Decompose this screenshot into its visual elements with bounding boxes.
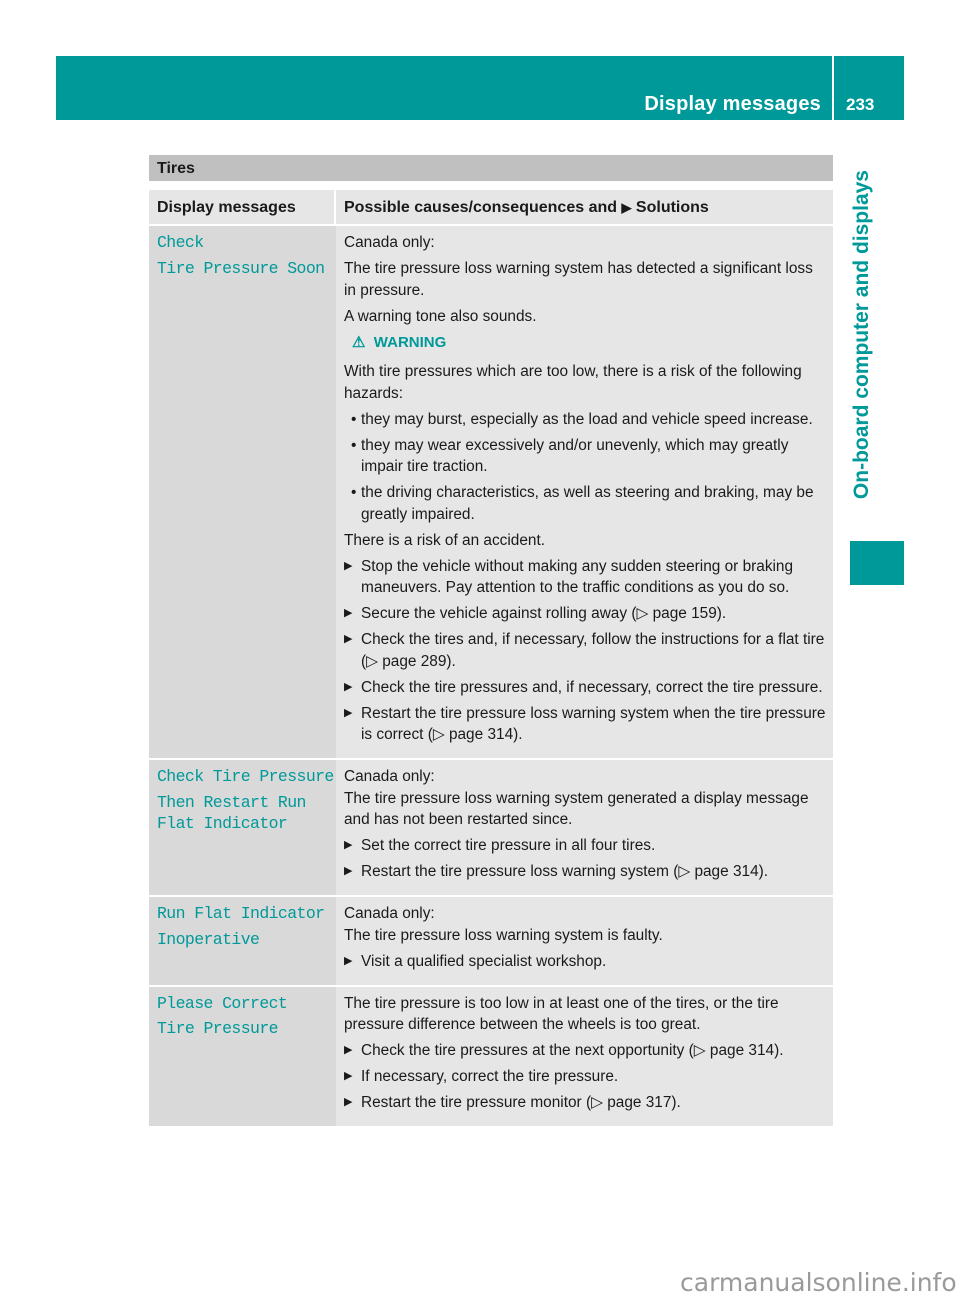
table-row: [149, 226, 833, 760]
solution-step: ▶ Check the tire pressures and, if necessary, correct the tire pressure.: [344, 677, 827, 699]
warning-label: WARNING: [373, 333, 447, 351]
solution-step: ▶ Secure the vehicle against rolling away (▷ page 159).: [344, 603, 827, 625]
solution-step: ▶ If necessary, correct the tire pressure.: [344, 1066, 827, 1088]
section-title: Tires: [149, 155, 833, 181]
solution-step: ▶ Check the tires and, if necessary, follow the instructions for a flat tire (▷ page 289).: [344, 629, 827, 672]
text: Canada only:: [344, 768, 435, 785]
arrow-icon: ▶: [621, 200, 632, 215]
warning-heading: [352, 332, 827, 354]
text: The tire pressure loss warning system has detected a significant loss in pressure.: [344, 260, 813, 299]
warning-text: With tire pressures which are too low, there is a risk of the following hazards:: [344, 363, 802, 402]
warning-triangle-icon: ⚠: [352, 333, 366, 351]
display-message: Then Restart Run Flat Indicator: [157, 792, 306, 833]
display-message: Check Tire Pressure: [157, 767, 334, 786]
table-header: [149, 190, 833, 226]
solution-step: ▶ Restart the tire pressure loss warning system (▷ page 314).: [344, 861, 827, 883]
display-message: Run Flat Indicator: [157, 904, 325, 923]
text: The tire pressure loss warning system generated a display message and has not been restarted since.: [344, 789, 809, 828]
display-message: Inoperative: [157, 929, 260, 949]
col-header-causes: [336, 190, 833, 224]
col-header-solutions-label: Solutions: [635, 199, 709, 216]
solution-step: ▶ Visit a qualified specialist workshop.: [344, 951, 827, 973]
header-divider: [832, 56, 834, 120]
hazard-item: • they may burst, especially as the load and vehicle speed increase.: [344, 409, 827, 431]
text: Canada only:: [344, 234, 435, 251]
text: Canada only:: [344, 905, 435, 922]
display-message: Tire Pressure: [157, 1019, 278, 1038]
solution-step: ▶ Stop the vehicle without making any sudden steering or braking maneuvers. Pay attention to the traffic conditions as you do so.: [344, 556, 827, 599]
page-number: 233: [846, 95, 875, 114]
table-row: [149, 760, 833, 897]
display-message: Tire Pressure Soon: [157, 258, 325, 278]
solution-step: ▶ Set the correct tire pressure in all four tires.: [344, 835, 827, 857]
col-header-causes-label: Possible causes/consequences and: [344, 199, 618, 216]
watermark: carmanualsonline.info: [680, 1268, 957, 1297]
display-message: Check: [157, 233, 204, 252]
page-header: [56, 56, 904, 120]
side-tab-marker: [850, 541, 904, 585]
table-row: [149, 987, 833, 1129]
solution-step: ▶ Check the tire pressures at the next opportunity (▷ page 314).: [344, 1040, 827, 1062]
display-message: Please Correct: [157, 993, 288, 1013]
text: The tire pressure is too low in at least one of the tires, or the tire pressure difference between the wheels is too great.: [344, 994, 779, 1033]
text: A warning tone also sounds.: [344, 307, 537, 325]
solution-step: ▶ Restart the tire pressure loss warning system when the tire pressure is correct (▷ page 314).: [344, 703, 827, 746]
text: There is a risk of an accident.: [344, 531, 546, 549]
solution-step: ▶ Restart the tire pressure monitor (▷ page 317).: [344, 1092, 827, 1114]
side-tab-label: On-board computer and displays: [850, 170, 873, 500]
hazard-item: • the driving characteristics, as well as steering and braking, may be greatly impaired.: [344, 482, 827, 525]
table-row: [149, 897, 833, 987]
side-tab: [847, 170, 877, 530]
header-title: Display messages: [644, 93, 821, 115]
text: The tire pressure loss warning system is faulty.: [344, 926, 663, 944]
tires-table: [149, 155, 833, 1128]
col-header-messages: Display messages: [149, 190, 336, 224]
hazard-item: • they may wear excessively and/or unevenly, which may greatly impair tire traction.: [344, 435, 827, 478]
